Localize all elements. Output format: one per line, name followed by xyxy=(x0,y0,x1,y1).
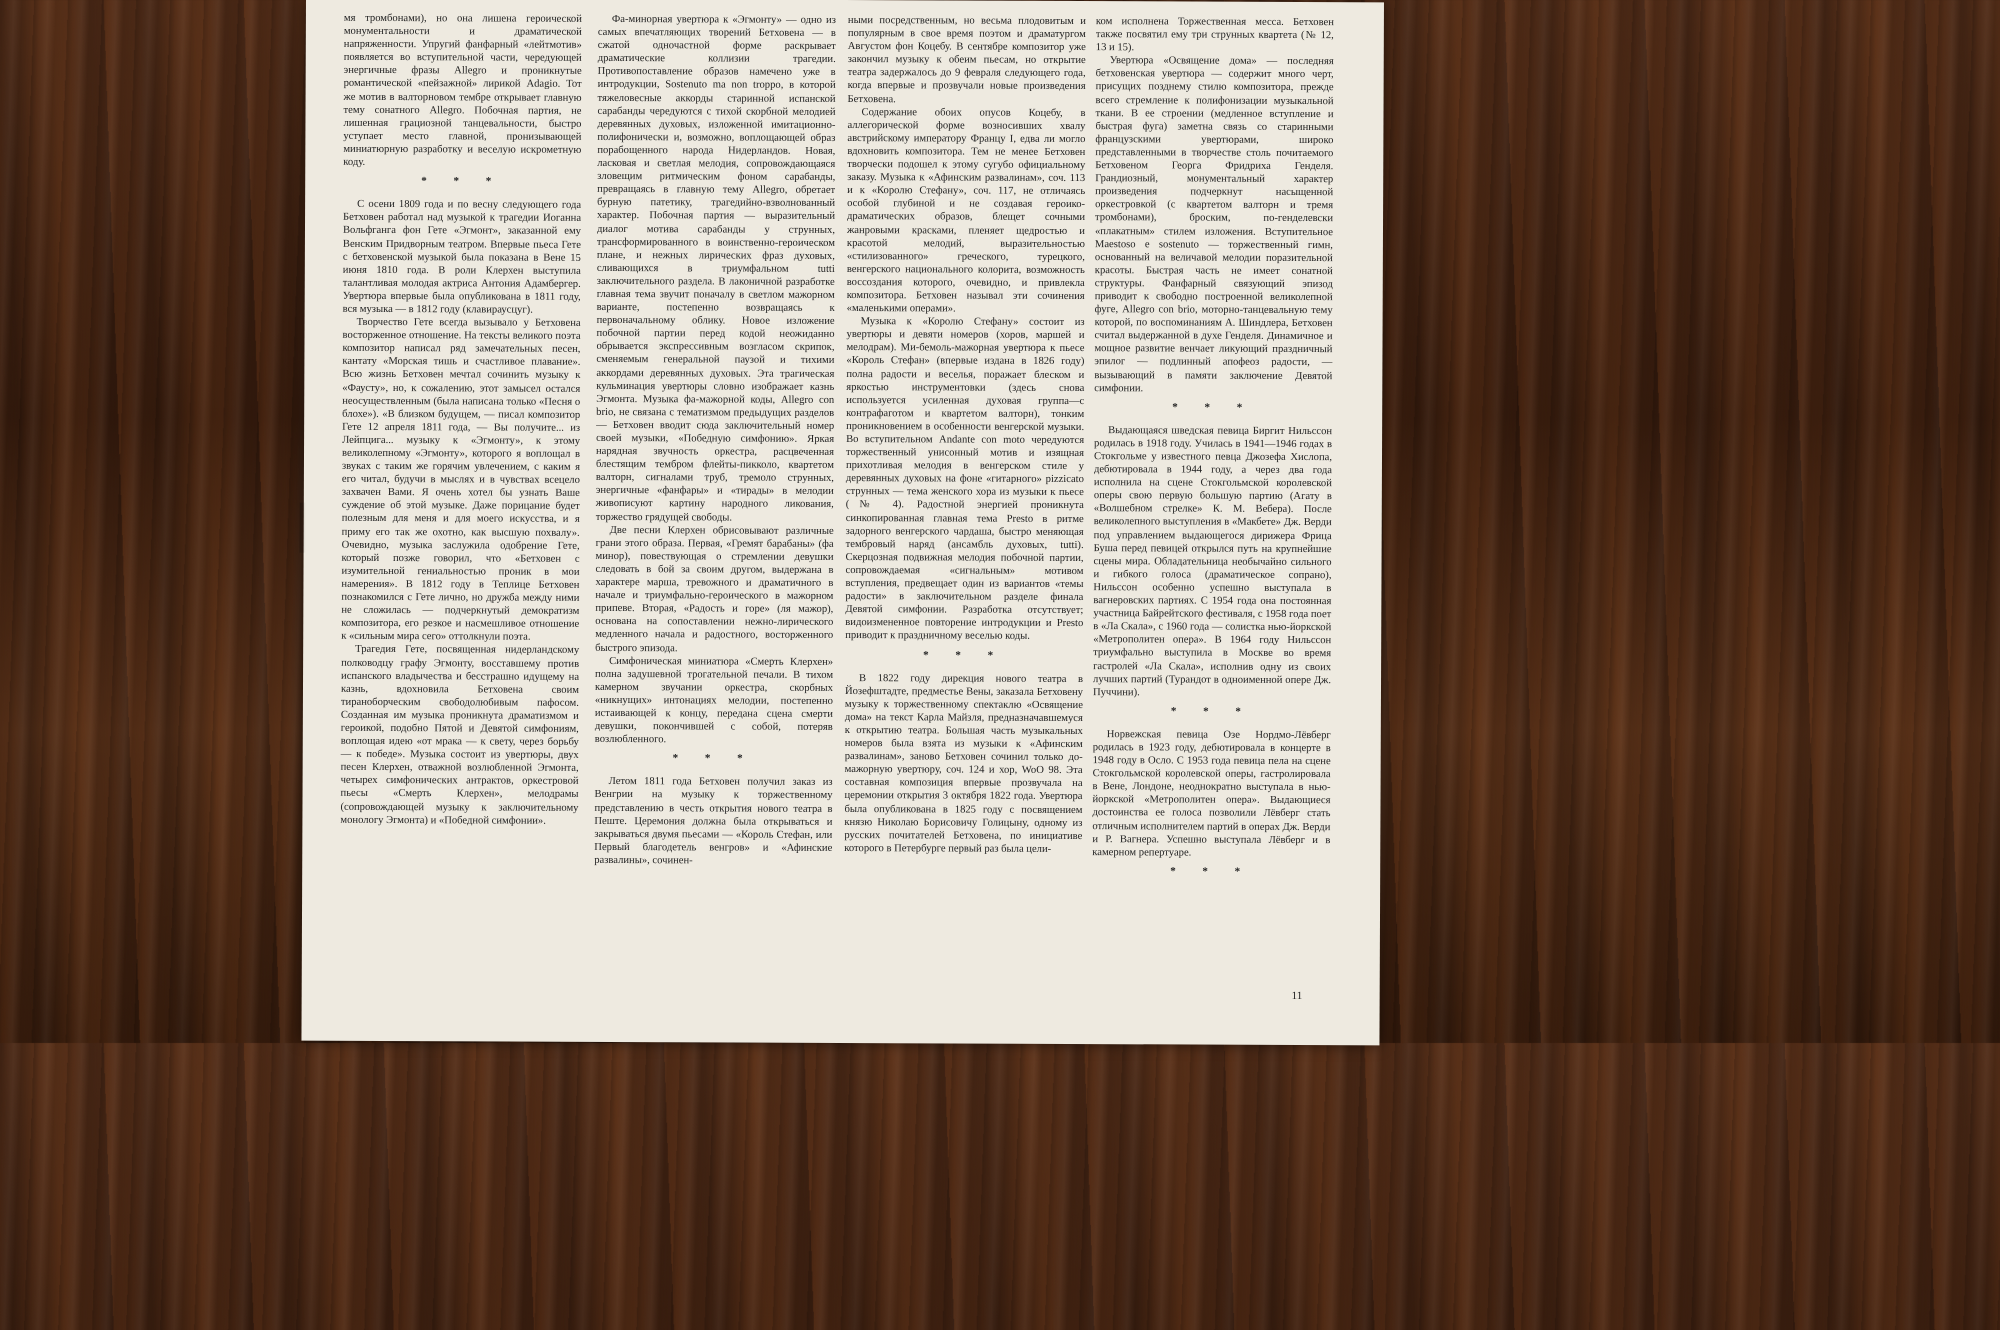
paragraph: Увертюра «Освящение дома» — последняя бетховенская увертюра — содержит много черт, присущих позднему стилю композитора, прежде всего стремление к полифонизации музыкальной ткани. В ее строении (медленное вступление и быстрая фуга) заметна связь со старинными французскими увертюрами, широко представленными в творчестве столь почитаемого Бетховеном Георга Фридриха Генделя. Грандиозный, монументальный характер произведения подчеркнут насыщенной оркестровкой (с квартетом валторн и тремя тромбонами), броским, по-генделевски «плакатным» стилем изложения. Вступительное Maestoso e sostenuto — торжественный гимн, основанный на величавой мелодии поразительной красоты. Быстрая часть не имеет сонатной структуры. Фанфарный связующий эпизод приводит к свободно построенной великолепной фуге, Allegro con brio, моторно-танцевальную тему которой, по воспоминаниям А. Шиндлера, Бетховен считал выдержанной в духе Генделя. Динамичное и мощное развитие венчает ликующий праздничный эпилог — подлинный апофеоз радости, — вызывающий в памяти заключение Девятой симфонии. xyxy=(1094,55,1334,394)
paragraph: Трагедия Гете, посвященная нидерландскому полководцу графу Эгмонту, восставшему против испанского владычества и бесстрашно идущему на казнь, вдохновила Бетховена своим тираноборческим свободолюбивым пафосом. Созданная им музыка проникнута драматизмом и героикой, подобно Пятой и Девятой симфониям, воплощая идею «от мрака — к свету, через борьбу — к победе». Музыка состоит из увертюры, двух песен Клерхен, отважной возлюбленной Эгмонта, четырех симфонических антрактов, оркестровой пьесы «Смерть Клерхен», мелодрамы (сопровождающей музыку к заключительному монологу Эгмонта) и «Победной симфонии». xyxy=(340,644,580,827)
printed-page xyxy=(301,0,1384,1045)
paragraph: Содержание обоих опусов Коцебу, в аллегорической форме возносивших хвалу австрийскому императору Францу I, едва ли могло вдохновить композитора. Тем не менее Бетховен творчески подошел к этому сугубо официальному заказу. Музыка к «Афинским развалинам», соч. 113 и к «Королю Стефану», соч. 117, не отличаясь особой глубиной и не создавая героико-драматических образов, блещет сочными жанровыми красками, пленяет щедростью и красотой мелодий, выразительностью «стилизованного» греческого, турецкого, венгерского национального колорита, возможность воссоздания которого, очевидно, и привлекла композитора. Бетховен называл эти сочинения «маленькими операми». xyxy=(846,106,1086,315)
page-fold-shadow xyxy=(300,503,306,553)
paragraph: Фа-минорная увертюра к «Эгмонту» — одно из самых впечатляющих творений Бетховена — в сжатой одночастной форме раскрывает драматические коллизии трагедии. Противопоставление образов намечено уже в интродукции, Sostenuto ma non troppo, в которой тяжеловесные аккорды старинной испанской сарабанды чередуются с тихой скорбной мелодией деревянных духовых, изложенной имитационно-полифонически и, возможно, воплощающей образ порабощенного народа Нидерландов. Новая, ласковая и светлая мелодия, сопровождающаяся зловещим ритмическим фоном сарабанды, превращаясь в главную тему Allegro, обретает бурную патетику, трагедийно-взволнованный характер. Побочная партия — выразительный диалог мотива сарабанды у струнных, трансформированного в воинственно-героическом плане, и нежных лирических фраз духовых, сливающихся в триумфальном tutti заключительного раздела. В лаконичной разработке главная тема звучит поначалу в светлом мажорном варианте, постепенно возвращаясь к первоначальному облику. Новое изложение побочной партии перед кодой неожиданно обрывается экспрессивным возгласом скрипок, сменяемым генеральной паузой и тихими аккордами деревянных духовых. Эта трагическая кульминация увертюры словно изображает казнь Эгмонта. Музыка фа-мажорной коды, Allegro con brio, не связана с тематизмом предыдущих разделов — Бетховен вводит сюда заключительный номер своей музыки, «Победную симфонию». Яркая нарядная звучность оркестра, расцвеченная блестящим тембром флейты-пикколо, квартетом валторн, сигналами труб, тремоло струнных, энергичные «фанфары» и «тирады» в мелодии живописуют картину народного ликования, торжество грядущей свободы. xyxy=(595,13,836,524)
paragraph: С осени 1809 года и по весну следующего года Бетховен работал над музыкой к трагедии Иоганна Вольфганга фон Гете «Эгмонт», заказанной ему Венским Придворным театром. Впервые пьеса Гете с бетховенской музыкой была показана в Вене 15 июня 1810 года. В роли Клерхен выступила талантливая молодая актриса Антония Адамбергер. Увертюра впервые была опубликована в 1811 году, вся музыка — в 1812 году (клавираусцуг). xyxy=(342,199,582,316)
paragraph: ными посредственным, но весьма плодовитым и популярным в свое время поэтом и драматургом Августом фон Коцебу. В сентябре композитор уже закончил музыку к обеим пьесам, но открытие театра задержалось до 9 февраля следующего года, когда впервые и прозвучали новые произведения Бетховена. xyxy=(847,15,1086,105)
section-separator: * * * xyxy=(672,752,755,765)
page-number: 11 xyxy=(1291,989,1303,1003)
paragraph: В 1822 году дирекция нового театра в Йозефштадте, предместье Вены, заказала Бетховену музыку к торжественному спектаклю «Освящение дома» на текст Карла Майзля, предназначавшемуся к открытию театра. Большая часть музыкальных номеров была взята из музыки к «Афинским развалинам», заново Бетховен сочинил только до-мажорную увертюру, соч. 124 и хор, WoO 98. Эта составная композиция впервые прозвучала на церемонии открытия 3 октября 1822 года. Увертюра была опубликована в 1825 году с посвящением князю Николаю Борисовичу Голицыну, одному из русских почитателей Бетховена, по инициативе которого в Петербурге первый раз была цели- xyxy=(844,672,1084,855)
paragraph: Летом 1811 года Бетховен получил заказ из Венгрии на музыку к торжественному представлению в честь открытия нового театра в Пеште. Церемония должна была открываться и закрываться двумя пьесами — «Король Стефан, или Первый благодетель венгров» и «Афинские развалины», сочинен- xyxy=(594,776,833,867)
text-column-2 xyxy=(594,13,836,868)
section-separator: * * * xyxy=(421,175,504,188)
section-separator: * * * xyxy=(923,648,1006,662)
text-column-3 xyxy=(844,14,1086,856)
paragraph: Творчество Гете всегда вызывало у Бетховена восторженное отношение. На тексты великого поэта композитор написал ряд замечательных песен, кантату «Морская тишь и счастливое плавание». Всю жизнь Бетховен мечтал сочинить музыку к «Фаусту», но, к сожалению, этот замысел остался неосуществленным (была написана только «Песня о блохе»). «В близком будущем, — писал композитор Гете 12 апреля 1811 года, — Вы получите... из Лейпцига... музыку к «Эгмонту», к этому великолепному «Эгмонту», которого я воплощал в звуках с таким же горячим увлечением, с каким я его читал, будучи в мыслях и в чувствах всецело захвачен Вами. Я очень хотел бы узнать Ваше суждение об этой музыке. Даже порицание будет полезным для меня и для моего искусства, и я приму его так же охотно, как высшую похвалу». Очевидно, музыка заслужила одобрение Гете, который позже говорил, что «Бетховен с изумительной гениальностью проник в мои намерения». В 1812 году в Теплице Бетховен познакомился с Гете лично, но дружба между ними не сложилась — подчеркнутый демократизм композитора, его резкое и насмешливое отношение к «сильным мира сего» оттолкнули поэта. xyxy=(341,316,581,643)
paragraph: Норвежская певица Озе Нордмо-Лёвберг родилась в 1923 году, дебютировала в концерте в 1948 году в Осло. С 1953 года певица пела на сцене Стокгольмской королевской оперы, гастролировала в Вене, Лондоне, неоднократно выступала в нью-йоркской «Метрополитен опера». Выдающиеся достоинства ее голоса позволили Лёвберг стать отличным исполнителем партий в операх Дж. Верди и Р. Вагнера. Успешно выступала Лёвберг и в камерном репертуаре. xyxy=(1092,729,1331,859)
section-separator: * * * xyxy=(1170,705,1253,718)
section-separator: * * * xyxy=(1172,401,1255,414)
paragraph: Музыка к «Королю Стефану» состоит из увертюры и девяти номеров (хоров, маршей и мелодрам). Ми-бемоль-мажорная увертюра к пьесе «Король Стефан» (впервые издана в 1826 году) полна радости и веселья, поражает блеском и яркостью инструментовки (здесь снова используется усиленная духовая группа—с контрафаготом и квартетом валторн), тонким проникновением в особенности венгерской музыки. Во вступительном Andante con moto чередуются торжественный унисонный мотив и изящная прихотливая мелодия в венгерском стиле у деревянных духовых на фоне «гитарного» pizzicato струнных — тема женского хора из музыки к пьесе (№ 4). Радостной энергией проникнута синкопированная главная тема Presto в ритме задорного венгерского чардаша, быстро меняющая тембровый наряд (ансамбль духовых, tutti). Скерцозная подвижная мелодия побочной партии, сопровождаемая «сигнальным» мотивом вступления, предвещает один из вариантов «темы радости» в заключительном разделе финала Девятой симфонии. Разработка отсутствует; видоизмененное повторение интродукции и Presto приводит к праздничному веселью коды. xyxy=(845,316,1085,643)
paragraph: мя тромбонами), но она лишена героической монументальности и драматической напряженности. Упругий фанфарный «лейтмотив» появляется во вступительной части, чередующей энергичные фразы Allegro и проникнутые романтической «пейзажной» лирикой Adagio. Тот же мотив в валторновом тембре открывает главную тему сонатного Allegro. Побочная партия, не лишенная грациозной танцевальности, быстро уступает место главной, пронизывающей миниатюрную разработку и веселую искрометную коду. xyxy=(343,12,582,168)
text-column-4 xyxy=(1092,15,1334,889)
paragraph: ком исполнена Торжественная месса. Бетховен также посвятил ему три струнных квартета (№ 12, 13 и 15). xyxy=(1095,16,1334,54)
paragraph: Две песни Клерхен обрисовывают различные грани этого образа. Первая, «Гремят барабаны» (фа минор), повествующая о стремлении девушки следовать в бой за своим другом, выдержана в характере марша, тревожного и драматичного в начале и триумфально-героического в мажорном припеве. Вторая, «Радость и горе» (ля мажор), основана на сопоставлении нежно-лирического медленного начала и радостного, восторженного быстрого эпизода. xyxy=(595,524,834,654)
paragraph: Выдающаяся шведская певица Биргит Нильссон родилась в 1918 году. Училась в 1941—1946 годах в Стокгольме у известного певца Джозефа Хислопа, дебютировала в 1944 году, а через два года исполнила на сцене Стокгольмской королевской оперы свою первую большую партию (Агату в «Волшебном стрелке» К. М. Вебера). После великолепного выступления в «Макбете» Дж. Верди под управлением выдающегося дирижера Фрица Буша перед певицей открылся путь на крупнейшие сцены мира. Обладательница необычайно сильного и гибкого голоса (драматическое сопрано), Нильссон особенно успешно выступала в вагнеровских партиях. С 1954 года она постоянная участница Байрейтского фестиваля, с 1958 года поет в «Ла Скала», с 1960 года — солистка нью-йоркской «Метрополитен опера». В 1964 году Нильссон триумфально выступила в Москве во время гастролей «Ла Скала», исполнив одну из своих лучших партий (Турандот в одноименной опере Дж. Пуччини). xyxy=(1092,424,1333,698)
paragraph: Симфоническая миниатюра «Смерть Клерхен» полна задушевной трогательной печали. В тихом камерном звучании оркестра, скорбных «никнущих» интонациях мелодии, постепенно истаивающей к концу, передана сцена смерти девушки, покончившей с собой, потеряв возлюбленного. xyxy=(594,655,834,746)
section-separator: * * * xyxy=(1170,865,1253,878)
text-column-1 xyxy=(340,12,582,828)
